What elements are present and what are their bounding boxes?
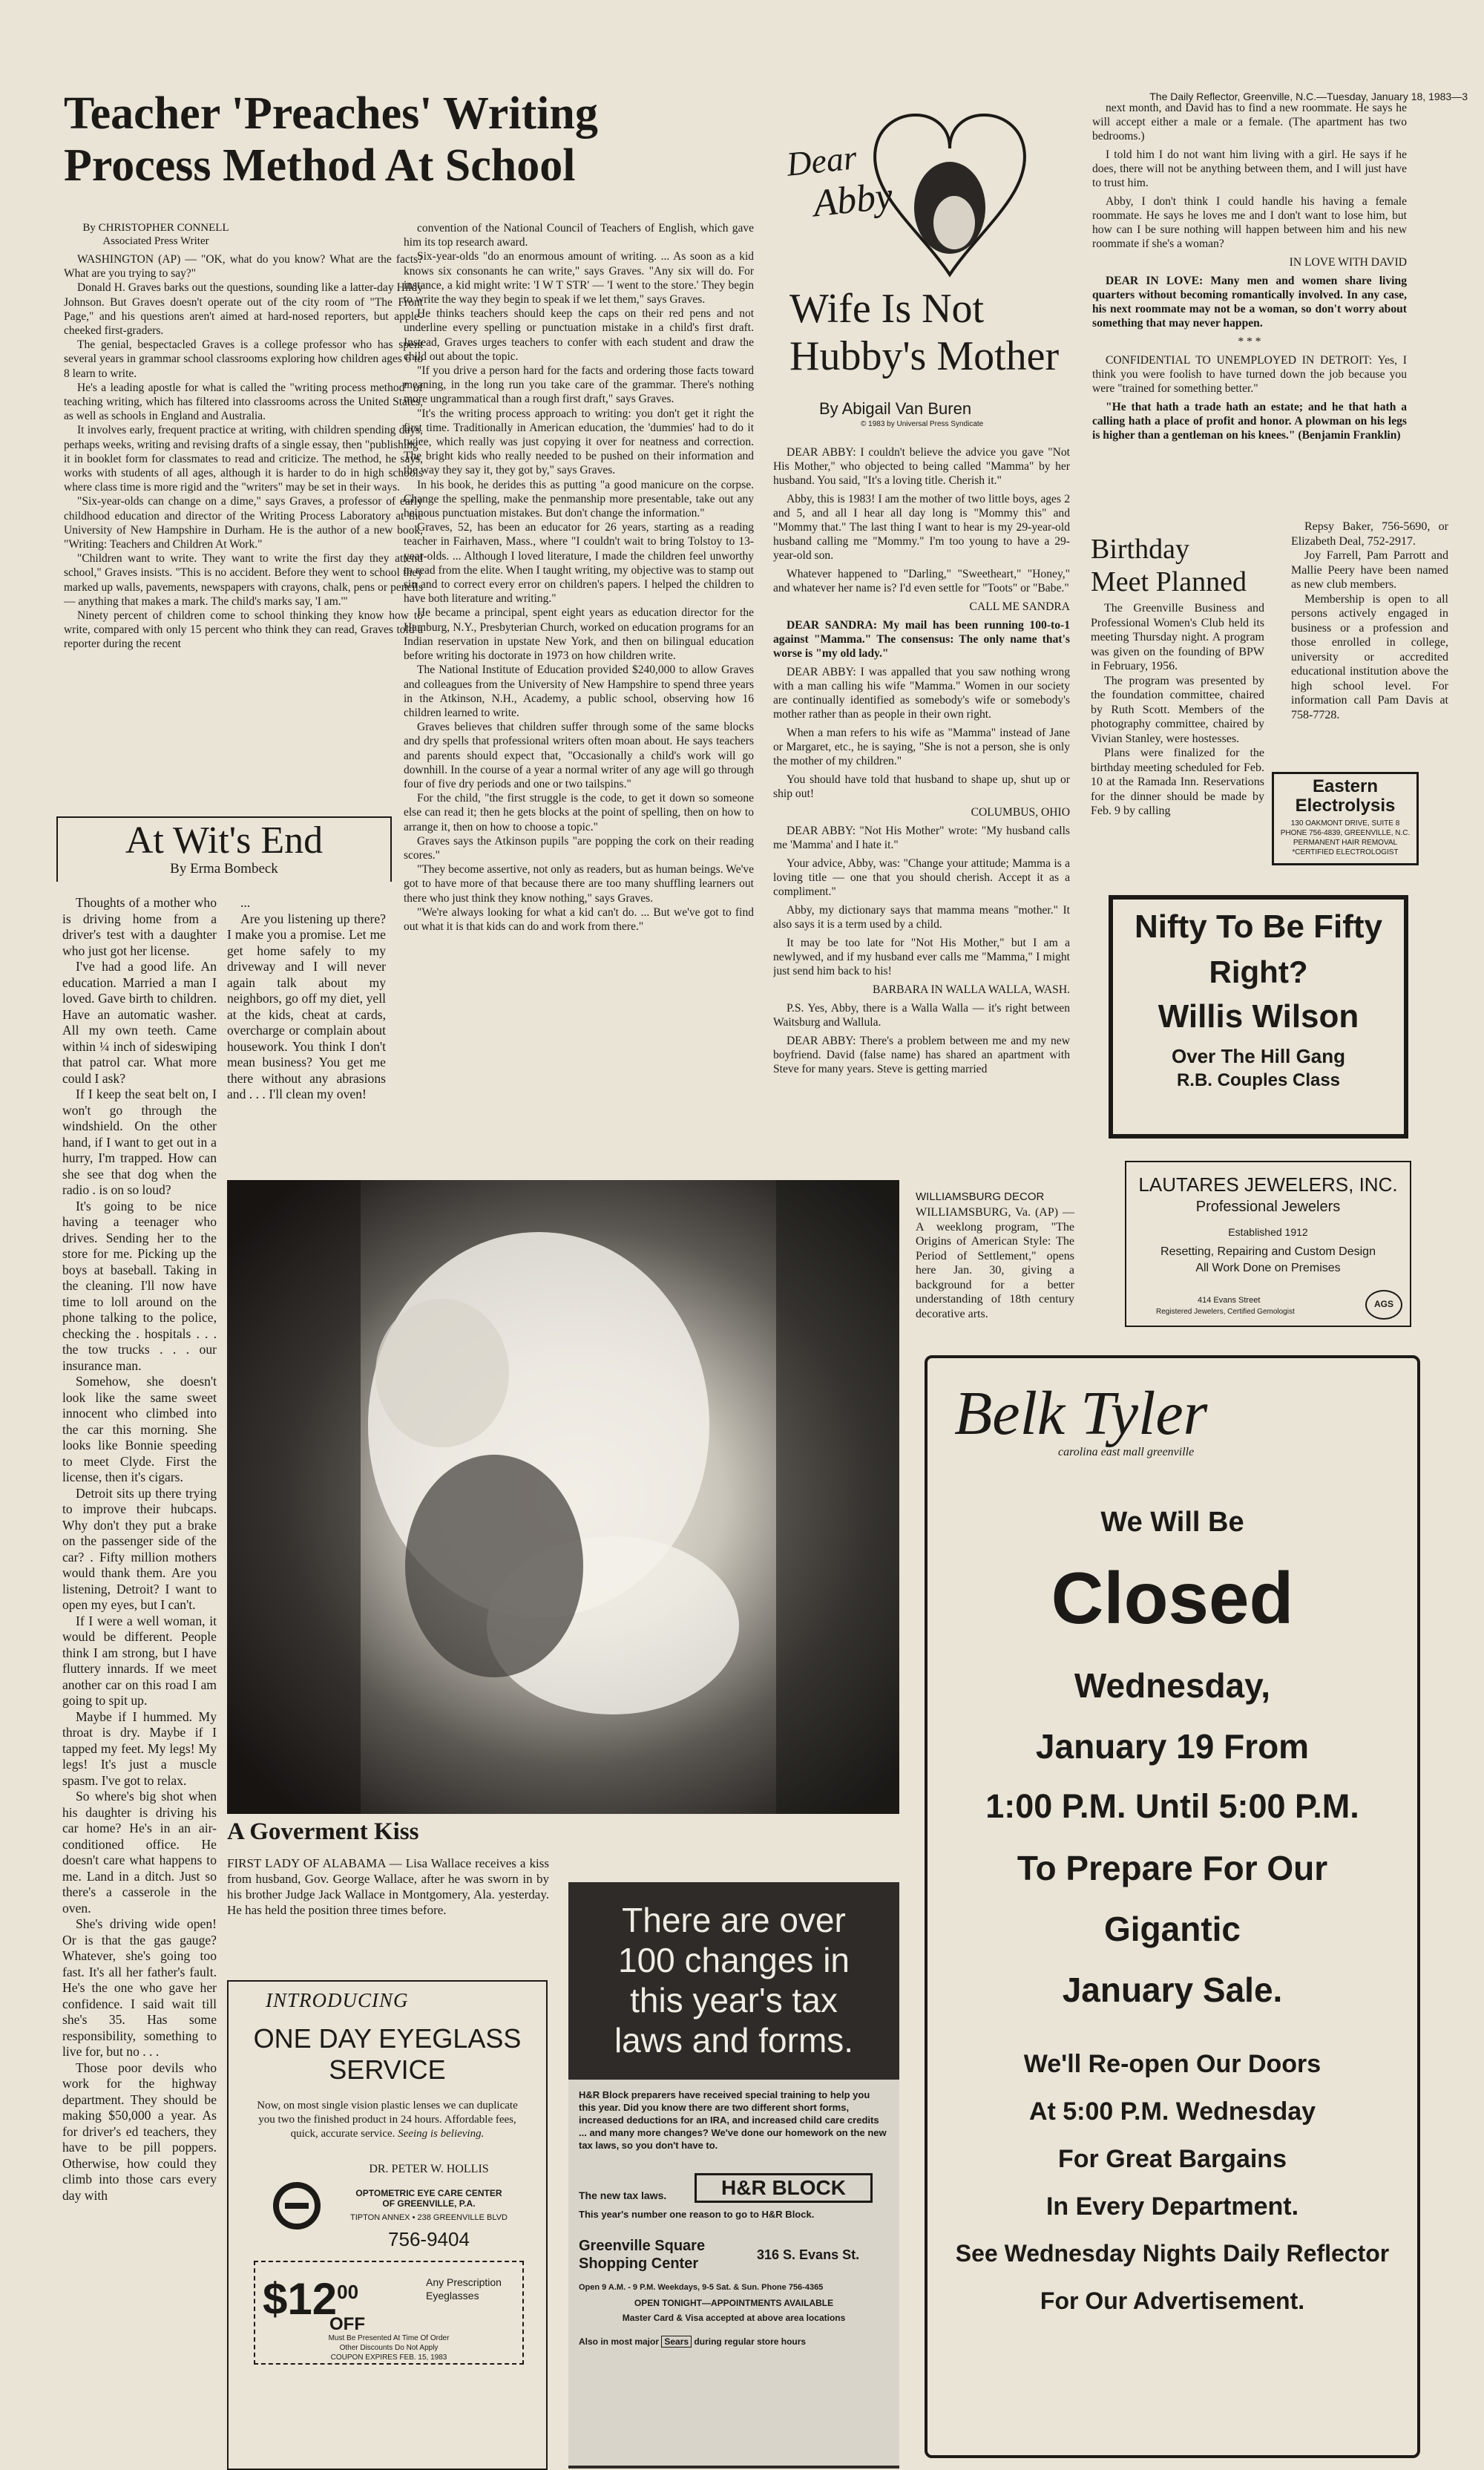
teacher-col-2: [404, 221, 754, 1179]
eyeglass-title: [229, 2023, 546, 2086]
eyeglass-tagline: Seeing is believing.: [398, 2128, 485, 2140]
eyeglass-title-1: ONE DAY EYEGLASS: [253, 2023, 522, 2054]
hrblock-logo: H&R BLOCK: [695, 2173, 873, 2203]
eyeglass-address: TIPTON ANNEX • 238 GREENVILLE BLVD: [350, 2213, 508, 2222]
abby-col-2: [1092, 101, 1407, 531]
belk-line-11: For Great Bargains: [1058, 2145, 1287, 2173]
lautares-sub: Professional Jewelers: [1195, 1199, 1341, 1215]
paragraph: next month, and David has to find a new roommate. He says he will accept either a male or a female. (The apartment has two bedrooms.): [1092, 102, 1407, 142]
lautares-services-2: All Work Done on Premises: [1195, 1262, 1341, 1274]
paragraph: It involves early, frequent practice at writing, with children spending days, perhaps weeks, writing and revising drafts of a single essay, then "publishing" it in booklet form for classmates to read and criticize. The method, he says, works with students of all ages, although it is harder to do in high schools where class time is more rigid and the "writers" may be set in their ways.: [64, 424, 423, 494]
lautares-ad: [1125, 1161, 1411, 1327]
lautares-established: Established 1912: [1228, 1226, 1308, 1238]
eye-care-logo-icon: [273, 2182, 321, 2230]
eyeglass-center: [325, 2188, 533, 2209]
abby-byline: By Abigail Van Buren: [819, 399, 972, 418]
birthday-col-2: [1291, 520, 1448, 772]
paragraph: Whatever happened to "Darling," "Sweetheart," "Honey," and whatever her name is? I'd even settle for "Toots" or "Babe.": [773, 568, 1070, 594]
nifty-line-2: Right?: [1209, 954, 1308, 989]
electrolysis-line-2: PHONE 756-4839, GREENVILLE, N.C.: [1280, 829, 1411, 837]
hrblock-sears-2: during regular store hours: [694, 2336, 807, 2347]
paragraph: Graves believes that children suffer through some of the same blocks and dry spells that professional writers often moan about. He says teachers and parents should expect that, "Occasionally a child's work will go downhill. In the course of a year a normal writer of any age will go through four of five dry periods and one or two tailspins.": [404, 721, 754, 790]
paragraph: He became a principal, spent eight years as education director for the Hamburg, N.Y., Presbyterian Church, worked on education programs for an Indian reservation in upstate New York, and then on bilingual education before writing his doctorate in 1973 on how children write.: [404, 606, 754, 663]
paragraph: Those poor devils who work for the highway department. They should be making $50,000 a year. As for driver's ed teachers, they have to be pill poppers. Otherwise, how could they climb into those cars every day with: [62, 2060, 217, 2203]
paragraph: In his book, he derides this as putting "a good manicure on the corpse. Change the spelling, make the penmanship more presentable, take out any heinous punctuation mistakes. But don't change the information.": [404, 478, 754, 520]
paragraph: I told him I do not want him living with a girl. He says if he does, there will not be anything between them, and I will just have to trust him.: [1092, 148, 1407, 189]
paragraph: WASHINGTON (AP) — "OK, what do you know? What are the facts? What are you trying to say?": [64, 253, 423, 281]
hrblock-head-2: 100 changes in: [617, 1941, 850, 1979]
hrblock-ad: [568, 1882, 899, 2469]
belk-line-7: Gigantic: [1103, 1910, 1241, 1948]
belk-line-3: Wednesday,: [1074, 1666, 1271, 1705]
nifty-line-4: Over The Hill Gang: [1171, 1045, 1346, 1067]
hrblock-head-3: this year's tax: [630, 1981, 838, 2019]
hrblock-loc-1: Greenville Square: [579, 2238, 706, 2254]
paragraph: For the child, "the first struggle is the code, to get it down so someone else can read it; then he gets blocks at the point of spelling, then on how to arrange it, then on how to choose a topic.": [404, 792, 754, 833]
hrblock-head-1: There are over: [622, 1901, 846, 1939]
belk-logo-sub: carolina east mall greenville: [1058, 1446, 1195, 1458]
paragraph: Are you listening up there? I make you a promise. Let me get home safely to my driveway and I will never again talk about my neighbors, go off my diet, yell at the kids, cheat at cards, overcharge or complain about housework. You think I don't mean business? You get me there without any abrasions and . . . I'll clean my oven!: [227, 911, 386, 1101]
paragraph: I've had a good life. An education. Married a man I loved. Gave birth to children. Have an automatic washer. All my own teeth. Came within ¼ inch of sideswiping that patrol car. What more could I ask?: [62, 959, 217, 1086]
letter-signature: CALL ME SANDRA: [969, 600, 1070, 613]
hrblock-tagline-2: This year's number one reason to go to H&R Block.: [579, 2209, 815, 2220]
paragraph: Graves, 52, has been an educator for 26 years, starting as a reading teacher in Fairhaven, Mass., where "I couldn't wait to bring Tolstoy to 13-year-olds. ... Although I loved literature, I made the children feel unworthy to read from the elite. When I taught writing, my objective was to stamp out sin and to correct every error on children's papers. I helped the children to have both literature and writing.": [404, 521, 754, 606]
abby-headline-1: Wife Is Not: [789, 286, 985, 332]
lautares-name: LAUTARES JEWELERS, INC.: [1138, 1173, 1398, 1196]
paragraph: If I were a well woman, it would be different. People think I am strong, but I have fluttery innards. If we meet another car on this road I am going to spit up.: [62, 1613, 217, 1708]
belk-closed: Closed: [1051, 1557, 1294, 1639]
electrolysis-line-4: *CERTIFIED ELECTROLOGIST: [1292, 848, 1399, 856]
lautares-address: 414 Evans Street: [1198, 1296, 1261, 1305]
belk-line-12: In Every Department.: [1045, 2192, 1299, 2221]
paragraph: Six-year-olds "do an enormous amount of writing. ... As soon as a kid knows six consonants he can write," says Graves. "Any six will do. For instance, a kid might write: 'I W T STR' — 'I went to the store.' They begin to write the way they begin to speak if we let them," says Graves.: [404, 250, 754, 307]
hrblock-tagline-1: The new tax laws.: [579, 2189, 667, 2201]
paragraph: Abby, my dictionary says that mamma means "mother." It also says it is a term used by a child.: [773, 904, 1070, 931]
hrblock-loc-2: Shopping Center: [579, 2256, 699, 2272]
electrolysis-ad: [1272, 772, 1419, 865]
paragraph: ...: [240, 895, 251, 910]
eyeglass-any-2: Eyeglasses: [426, 2290, 479, 2302]
eyeglass-introducing: INTRODUCING: [266, 1989, 409, 2011]
paragraph: "Children want to write. They want to write the first day they attend school," Graves insists. "This is no accident. Before they went to school they marked up walls, pavements, newspapers with crayons, chalk, pens or pencils — anything that makes a mark. The child's marks say, 'I am.'": [64, 552, 423, 608]
kiss-caption: FIRST LADY OF ALABAMA — Lisa Wallace receives a kiss from husband, Gov. George Wallace, after he was sworn in by his brother Judge Jack Wallace in Montgomery, Ala. yesterday. He has held the position three times before.: [227, 1856, 549, 1917]
eyeglass-title-2: SERVICE: [329, 2054, 446, 2085]
paragraph: The program was presented by the foundation committee, chaired by Ruth Scott. Members of the photography committee, chaired by Vivian Stanley, were hostesses.: [1091, 674, 1264, 745]
belk-line-1: We Will Be: [1100, 1507, 1244, 1538]
paragraph: Abby, this is 1983! I am the mother of two little boys, ages 2 and 5, and all I hear all day long is "Mommy this" and "Mommy that." The last thing I want to hear is my 29-year-old husband calling me "Mommy." I'm too young to have a 29-year-old son.: [773, 493, 1070, 562]
paragraph: Thoughts of a mother who is driving home from a driver's test with a daughter who just got her license.: [62, 895, 217, 958]
eyeglass-body: Now, on most single vision plastic lenses we can duplicate you two the finished product in 24 hours. Affordable fees, quick, accurate service. Seeing is believing.: [257, 2100, 518, 2140]
eyeglass-expires: COUPON EXPIRES FEB. 15, 1983: [330, 2353, 447, 2362]
belk-line-14: For Our Advertisement.: [1040, 2287, 1305, 2314]
belk-line-6: To Prepare For Our: [1017, 1849, 1328, 1887]
hrblock-tonight: OPEN TONIGHT—APPOINTMENTS AVAILABLE: [634, 2298, 834, 2308]
electrolysis-line-3: PERMANENT HAIR REMOVAL: [1293, 839, 1398, 847]
sears-logo: Sears: [661, 2336, 692, 2348]
eyeglass-center-sub: OF GREENVILLE, P.A.: [382, 2198, 476, 2209]
belk-line-9: We'll Re-open Our Doors: [1023, 2050, 1322, 2078]
eyeglass-center-name: OPTOMETRIC EYE CARE CENTER: [355, 2188, 502, 2198]
belk-line-8: January Sale.: [1062, 1971, 1283, 2009]
paragraph: "He that hath a trade hath an estate; and he that hath a calling hath a place of profit and honor. A plowman on his legs is higher than a gentleman on his knees." (Benjamin Franklin): [1092, 401, 1407, 442]
eyeglass-phone: 756-9404: [388, 2228, 470, 2250]
nifty-line-3: Willis Wilson: [1158, 998, 1359, 1035]
paragraph: Ninety percent of children come to school thinking they know how to write, compared with only 15 percent who think they can read, Graves told a reporter during the recent: [64, 609, 423, 651]
paragraph: "Six-year-olds can change on a dime," says Graves, a professor of early childhood education and director of the Writing Process Laboratory at the University of New Hampshire in Durham. He is the author of a new book, "Writing: Teachers and Children At Work.": [64, 495, 423, 551]
paragraph: DEAR ABBY: There's a problem between me and my new boyfriend. David (false name) has shared an apartment with Steve for many years. Steve is getting married: [773, 1035, 1070, 1075]
letter-signature: BARBARA IN WALLA WALLA, WASH.: [873, 983, 1070, 996]
paragraph: "If you drive a person hard for the facts and ordering those facts toward meaning, in the long run you take care of the grammar. There's nothing more ungrammatical than a rough first draft," says Graves.: [404, 364, 754, 406]
paragraph: The National Institute of Education provided $240,000 to allow Graves and colleagues from the University of New Hampshire to spend three years in the Atkinson, N.H., Academy, a public school, observing how 16 children learned to write.: [404, 664, 754, 719]
paragraph: "It's the writing process approach to writing: you don't get it right the first time. Traditionally in American education, the 'dummies' had to do it twice, which really was just copying it over for neatness and correction. The bright kids who really needed to be pushed on their information and the way they say it, they got by," says Graves.: [404, 407, 754, 477]
paragraph: DEAR IN LOVE: Many men and women share living quarters without becoming romantically involved. In any case, his next roommate may not be a woman, so don't worry about something that may never happen.: [1092, 275, 1407, 330]
williamsburg-title: WILLIAMSBURG DECOR: [916, 1190, 1045, 1203]
paragraph: When a man refers to his wife as "Mamma" instead of Jane or Margaret, etc., he is saying, "She is not a person, she is only the mother of my children.": [773, 727, 1070, 767]
paragraph: The Greenville Business and Professional Women's Club held its meeting Thursday night. A program was given on the founding of BPW in February, 1956.: [1091, 602, 1264, 672]
lautares-registered: Registered Jewelers, Certified Gemologist: [1156, 1308, 1295, 1316]
bombeck-byline: By Erma Bombeck: [170, 861, 278, 877]
eyeglass-must-1: Must Be Presented At Time Of Order: [328, 2334, 450, 2342]
eyeglass-terms: [255, 2333, 522, 2362]
paragraph: The genial, bespectacled Graves is a college professor who has spent several years in grammar school classrooms exploring how children ages 6 to 8 learn to write.: [64, 338, 423, 380]
hrblock-address: 316 S. Evans St.: [757, 2247, 860, 2262]
nifty-line-5: R.B. Couples Class: [1176, 1070, 1341, 1090]
paragraph: Membership is open to all persons actively engaged in business or a profession and those enrolled in college, university or accredited educational institution above the high school level. For information call Pam Davis at 758-7728.: [1291, 592, 1448, 721]
eyeglass-must-2: Other Discounts Do Not Apply: [339, 2344, 439, 2352]
paragraph: P.S. Yes, Abby, there is a Walla Walla — it's right between Waitsburg and Wallula.: [773, 1002, 1070, 1029]
letter-signature: COLUMBUS, OHIO: [971, 806, 1070, 819]
hrblock-location: [579, 2237, 705, 2273]
teacher-byline-name: By CHRISTOPHER CONNELL: [82, 222, 229, 234]
dear-abby-logo-abby: Abby: [811, 174, 895, 226]
paragraph: "They become assertive, not only as readers, but as human beings. We've got to have more of that because there are too many shuffling learners out there who just think they know nothing," says Graves.: [404, 863, 754, 905]
photo-shapes: [227, 1180, 899, 1814]
paragraph: You should have told that husband to shape up, shut up or ship out!: [773, 773, 1070, 800]
hrblock-sears: [579, 2336, 889, 2347]
paragraph: Detroit sits up there trying to improve their hubcaps. Why don't they put a brake on the passenger side of the car? . Fifty million mothers would thank them. Are you listening, Detroit? I want to open my eyes, but I can't.: [62, 1485, 217, 1612]
hrblock-headline: [568, 1900, 899, 2060]
paragraph: Abby, I don't think I could handle his having a female roommate. He says he loves me and I don't want to lose him, but how can I be sure nothing will happen between him and his new roommate if she's a woman?: [1092, 195, 1407, 250]
teacher-headline-line-1: Teacher 'Preaches' Writing: [64, 88, 598, 139]
paragraph: It's going to be nice having a teenager who drives. Sending her to the store for me. Picking up the boys at baseball. Taking in the cleaning. I'll now have time to loll around on the phone talking to the police, checking the . hospitals . . . the tow trucks . . . our insurance man.: [62, 1198, 217, 1373]
abby-headline: [789, 285, 1086, 380]
paragraph: DEAR ABBY: I was appalled that you saw nothing wrong with a man calling his wife "Mamma." Women in our society are continually identified as somebody's wife or somebody's mother rather than as people in their own right.: [773, 666, 1070, 721]
eyeglass-off: OFF: [329, 2314, 365, 2334]
dear-abby-logo: [772, 96, 1054, 289]
paragraph: * * *: [1238, 335, 1261, 348]
belk-line-5: 1:00 P.M. Until 5:00 P.M.: [985, 1787, 1359, 1825]
paragraph: Your advice, Abby, was: "Change your attitude; Mamma is a loving title — one that you should cherish. Accept it as a compliment.": [773, 857, 1070, 898]
williamsburg-text: WILLIAMSBURG, Va. (AP) — A weeklong program, "The Origins of American Style: The Period of Settlement," opens here Jan. 30, giving a background for a better understanding of 18th century decorative arts.: [916, 1206, 1074, 1320]
eyeglass-ad: [227, 1980, 548, 2470]
paragraph: He's a leading apostle for what is called the "writing process method" of teaching writing, which has filtered into classrooms across the United States, as well as schools in England and Australia.: [64, 381, 423, 423]
abby-copyright: © 1983 by Universal Press Syndicate: [861, 420, 984, 428]
birthday-col-1: [1091, 601, 1264, 821]
kiss-title: A Goverment Kiss: [227, 1818, 419, 1845]
bombeck-col-1: [62, 895, 217, 2469]
paragraph: Maybe if I hummed. My throat is dry. Maybe if I tapped my feet. My legs! My legs! It's just a muscle spasm. I've got to relax.: [62, 1709, 217, 1788]
belk-ad: [925, 1355, 1420, 2458]
electrolysis-title-1: Eastern: [1312, 776, 1379, 796]
teacher-headline-line-2: Process Method At School: [64, 140, 576, 191]
paragraph: convention of the National Council of Teachers of English, which gave him its top research award.: [404, 222, 754, 249]
paragraph: DEAR ABBY: "Not His Mother" wrote: "My husband calls me 'Mamma' and I hate it.": [773, 825, 1070, 851]
eyeglass-coupon[interactable]: [254, 2261, 524, 2365]
wallace-kiss-photo: [227, 1180, 899, 1814]
belk-line-10: At 5:00 P.M. Wednesday: [1028, 2097, 1316, 2126]
lautares-services-1: Resetting, Repairing and Custom Design: [1160, 1245, 1376, 1258]
belk-logo: Belk Tyler: [954, 1379, 1208, 1448]
paragraph: Plans were finalized for the birthday meeting scheduled for Feb. 10 at the Ramada Inn. Reservations for the dinner should be made by Feb. 9 by calling: [1091, 747, 1264, 817]
paragraph: She's driving wide open! Or is that the gas gauge? Whatever, she's going too fast. It's all her father's fault. He's the one who gave her confidence. I said wait till she's 35. Has some responsibility, something to live for, but no . . .: [62, 1916, 217, 2059]
hrblock-head-4: laws and forms.: [614, 2021, 854, 2060]
hrblock-cards: Master Card & Visa accepted at above area locations: [622, 2313, 846, 2323]
paragraph: Somehow, she doesn't look like the same sweet innocent who climbed into the car this morning. She looks like Bonnie speeding to meet Clyde. First the license, then it's cigars.: [62, 1374, 217, 1484]
hrblock-body: H&R Block preparers have received special training to help you this year. Did you know there are two different short forms, increased deductions for an IRA, and increased child care credits ... and many more changes? We've done our homework on the new tax laws, so you don't have to.: [579, 2089, 887, 2151]
ags-seal-icon: AGS: [1365, 1290, 1402, 1320]
paragraph: CONFIDENTIAL TO UNEMPLOYED IN DETROIT: Yes, I think you were foolish to have turned down the job because you were "trained for something better.": [1092, 354, 1407, 395]
electrolysis-line-1: 130 OAKMONT DRIVE, SUITE 8: [1290, 819, 1400, 828]
teacher-col-1: [64, 252, 423, 787]
paragraph: If I keep the seat belt on, I won't go through the windshield. On the other hand, if I want to get out in a hurry, I'm trapped. How can she see that dog when the radio . is on so loud?: [62, 1087, 217, 1197]
paragraph: So where's big shot when his daughter is driving his car home? He's in an air- conditioned office. He doesn't care what happens to me. Land in a ditch. Just so there's a casserole in the oven.: [62, 1789, 217, 1916]
paragraph: DEAR SANDRA: My mail has been running 100-to-1 against "Mamma." The consensus: The only name that's worse is "my old lady.": [773, 619, 1070, 660]
eyeglass-any-1: Any Prescription: [426, 2276, 502, 2288]
paragraph: Repsy Baker, 756-5690, or Elizabeth Deal, 752-2917.: [1291, 520, 1448, 548]
belk-line-13: See Wednesday Nights Daily Reflector: [955, 2240, 1390, 2267]
letter-signature: IN LOVE WITH DAVID: [1289, 256, 1407, 269]
paragraph: DEAR ABBY: I couldn't believe the advice you gave "Not His Mother," who objected to being called "Mamma" by her husband. You said, "It's a loving title. Cherish it.": [773, 446, 1070, 487]
hrblock-sears-1: Also in most major: [579, 2336, 660, 2347]
abby-headline-2: Hubby's Mother: [789, 333, 1060, 379]
eyeglass-price: $\$12^{00}$: [263, 2274, 359, 2324]
eyeglass-any: [426, 2276, 502, 2302]
paragraph: Joy Farrell, Pam Parrott and Mallie Peery have been named as new club members.: [1291, 549, 1448, 591]
hrblock-hours: Open 9 A.M. - 9 P.M. Weekdays, 9-5 Sat. & Sun. Phone 756-4365: [579, 2283, 824, 2292]
belk-line-4: January 19 From: [1035, 1727, 1310, 1766]
electrolysis-title-2: Electrolysis: [1295, 796, 1396, 816]
paragraph: "We're always looking for what a kid can't do. ... But we've got to find out what it is that kids can do and work from there.": [404, 905, 754, 933]
paragraph: Donald H. Graves barks out the questions, sounding like a latter-day Hildy Johnson. But Graves doesn't operate out of the city room of "The Front Page," and his questions aren't aimed at hard-nosed reporters, but apple-cheeked first-graders.: [64, 281, 423, 338]
teacher-headline: [64, 88, 628, 191]
bombeck-title: At Wit's End: [125, 819, 324, 862]
teacher-byline: [67, 221, 245, 248]
nifty-line-1: Nifty To Be Fifty: [1134, 908, 1383, 945]
birthday-headline: [1091, 533, 1269, 598]
teacher-byline-org: Associated Press Writer: [102, 235, 209, 247]
paragraph: It may be too late for "Not His Mother," but I am a newlywed, and if my husband ever calls me "Mamma," I might just send him back to his!: [773, 937, 1070, 977]
hrblock-panel: [568, 2080, 899, 2466]
abby-col-1: [773, 445, 1070, 1180]
eyeglass-doctor: DR. PETER W. HOLLIS: [369, 2163, 489, 2175]
dear-abby-logo-dear: Dear: [784, 138, 858, 183]
nifty-ad: [1109, 895, 1408, 1139]
paragraph: Graves says the Atkinson pupils "are popping the cork on their reading scores.": [404, 834, 754, 862]
paragraph: He thinks teachers should keep the caps on their red pens and not underline every spelling or punctuation mistake in a child's first draft. Instead, Graves urges teachers to confer with each student and draw the child out about the topic.: [404, 307, 754, 363]
page-header: The Daily Reflector, Greenville, N.C.—Tuesday, January 18, 1983—3: [1149, 91, 1468, 102]
birthday-headline-1: Birthday: [1091, 534, 1189, 565]
birthday-headline-2: Meet Planned: [1091, 566, 1247, 597]
